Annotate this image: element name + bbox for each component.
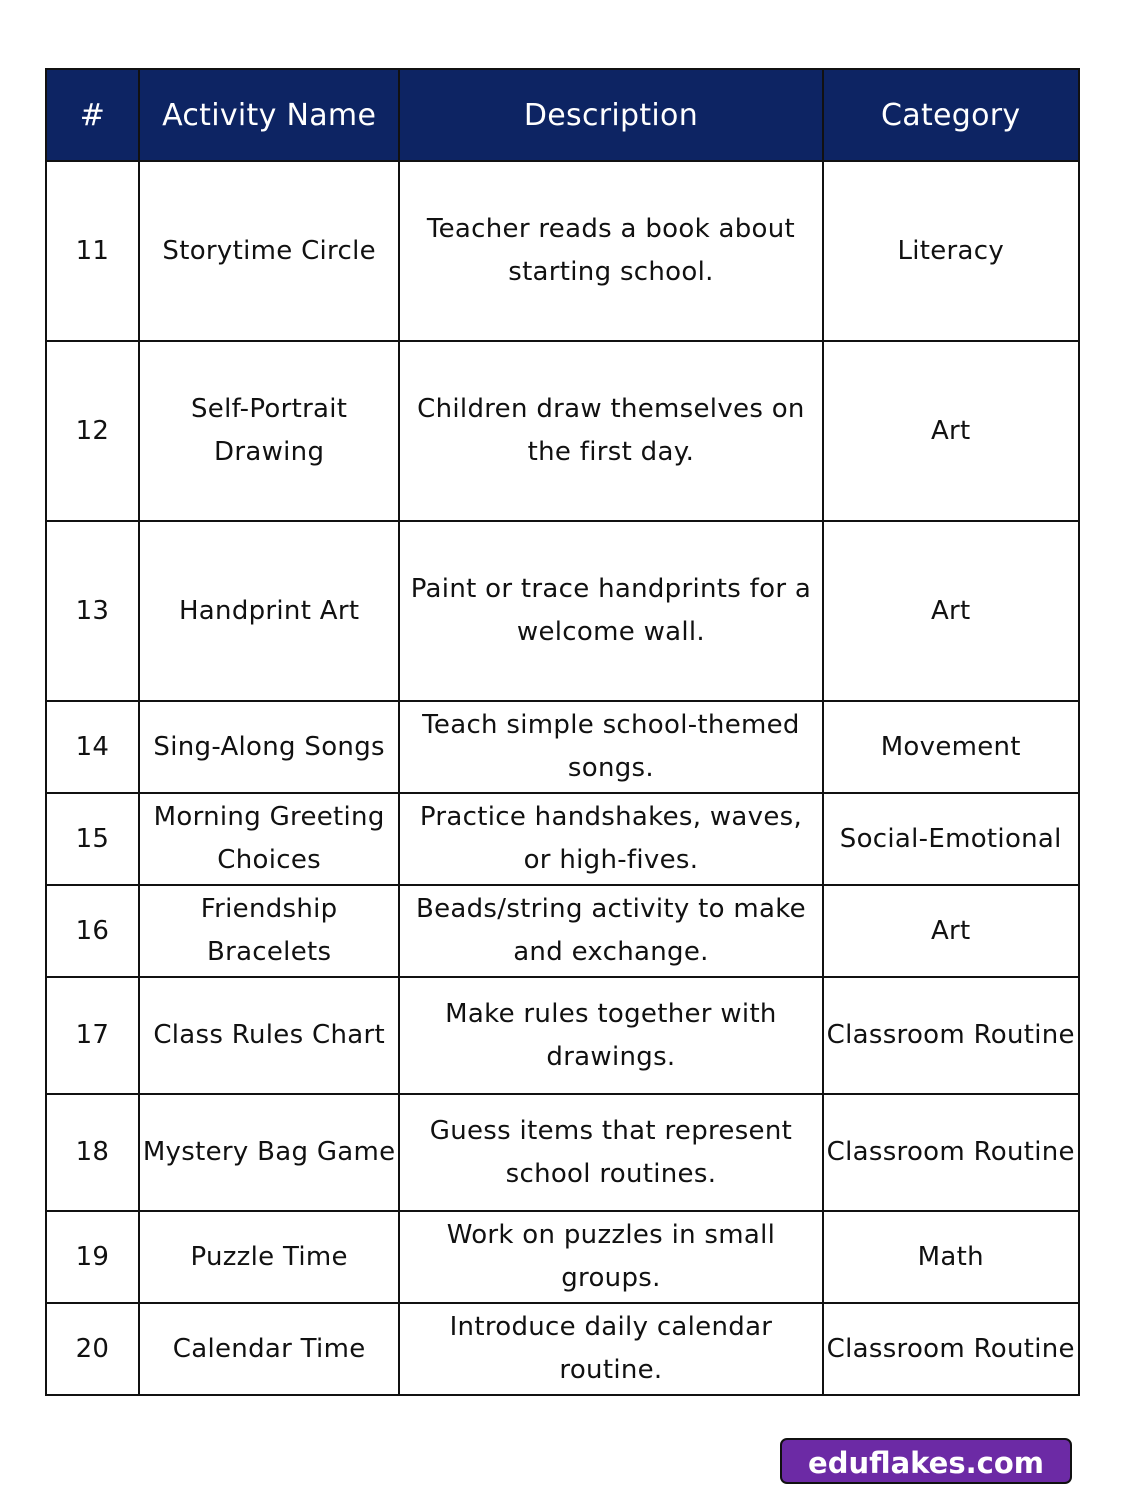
row-number: 14	[46, 701, 139, 793]
row-number: 18	[46, 1094, 139, 1211]
row-activity-name: Puzzle Time	[139, 1211, 400, 1303]
row-activity-name: Handprint Art	[139, 521, 400, 701]
row-activity-name: Class Rules Chart	[139, 977, 400, 1094]
table-row	[46, 521, 1079, 701]
row-number: 12	[46, 341, 139, 521]
row-category: Literacy	[823, 161, 1080, 341]
row-number: 19	[46, 1211, 139, 1303]
table-row	[46, 1303, 1079, 1395]
row-number: 11	[46, 161, 139, 341]
row-category: Art	[823, 521, 1080, 701]
row-category: Social-Emotional	[823, 793, 1080, 885]
table-row	[46, 341, 1079, 521]
row-activity-name: Friendship Bracelets	[139, 885, 400, 977]
row-activity-name: Morning Greeting Choices	[139, 793, 400, 885]
row-number: 15	[46, 793, 139, 885]
row-activity-name: Mystery Bag Game	[139, 1094, 400, 1211]
row-description: Guess items that represent school routines.	[399, 1094, 822, 1211]
row-activity-name: Self-Portrait Drawing	[139, 341, 400, 521]
header-activity-name: Activity Name	[139, 69, 400, 161]
row-activity-name: Storytime Circle	[139, 161, 400, 341]
row-category: Art	[823, 885, 1080, 977]
row-category: Movement	[823, 701, 1080, 793]
row-description: Work on puzzles in small groups.	[399, 1211, 822, 1303]
brand-badge[interactable]: eduflakes.com	[780, 1438, 1072, 1484]
row-description: Make rules together with drawings.	[399, 977, 822, 1094]
row-description: Teach simple school-themed songs.	[399, 701, 822, 793]
table-row	[46, 793, 1079, 885]
table-row	[46, 977, 1079, 1094]
row-category: Art	[823, 341, 1080, 521]
row-description: Practice handshakes, waves, or high-fives.	[399, 793, 822, 885]
row-number: 20	[46, 1303, 139, 1395]
row-description: Teacher reads a book about starting school.	[399, 161, 822, 341]
row-number: 16	[46, 885, 139, 977]
header-category: Category	[823, 69, 1080, 161]
row-category: Classroom Routine	[823, 1094, 1080, 1211]
header-number: #	[46, 69, 139, 161]
table-row	[46, 701, 1079, 793]
table-row	[46, 161, 1079, 341]
table-header-row	[46, 69, 1079, 161]
row-category: Math	[823, 1211, 1080, 1303]
row-description: Paint or trace handprints for a welcome wall.	[399, 521, 822, 701]
row-description: Introduce daily calendar routine.	[399, 1303, 822, 1395]
row-category: Classroom Routine	[823, 977, 1080, 1094]
row-activity-name: Calendar Time	[139, 1303, 400, 1395]
row-activity-name: Sing-Along Songs	[139, 701, 400, 793]
row-description: Beads/string activity to make and exchange.	[399, 885, 822, 977]
header-description: Description	[399, 69, 822, 161]
activities-table	[45, 68, 1080, 1396]
row-category: Classroom Routine	[823, 1303, 1080, 1395]
table-row	[46, 885, 1079, 977]
table-row	[46, 1211, 1079, 1303]
table-row	[46, 1094, 1079, 1211]
row-number: 17	[46, 977, 139, 1094]
row-description: Children draw themselves on the first day.	[399, 341, 822, 521]
row-number: 13	[46, 521, 139, 701]
